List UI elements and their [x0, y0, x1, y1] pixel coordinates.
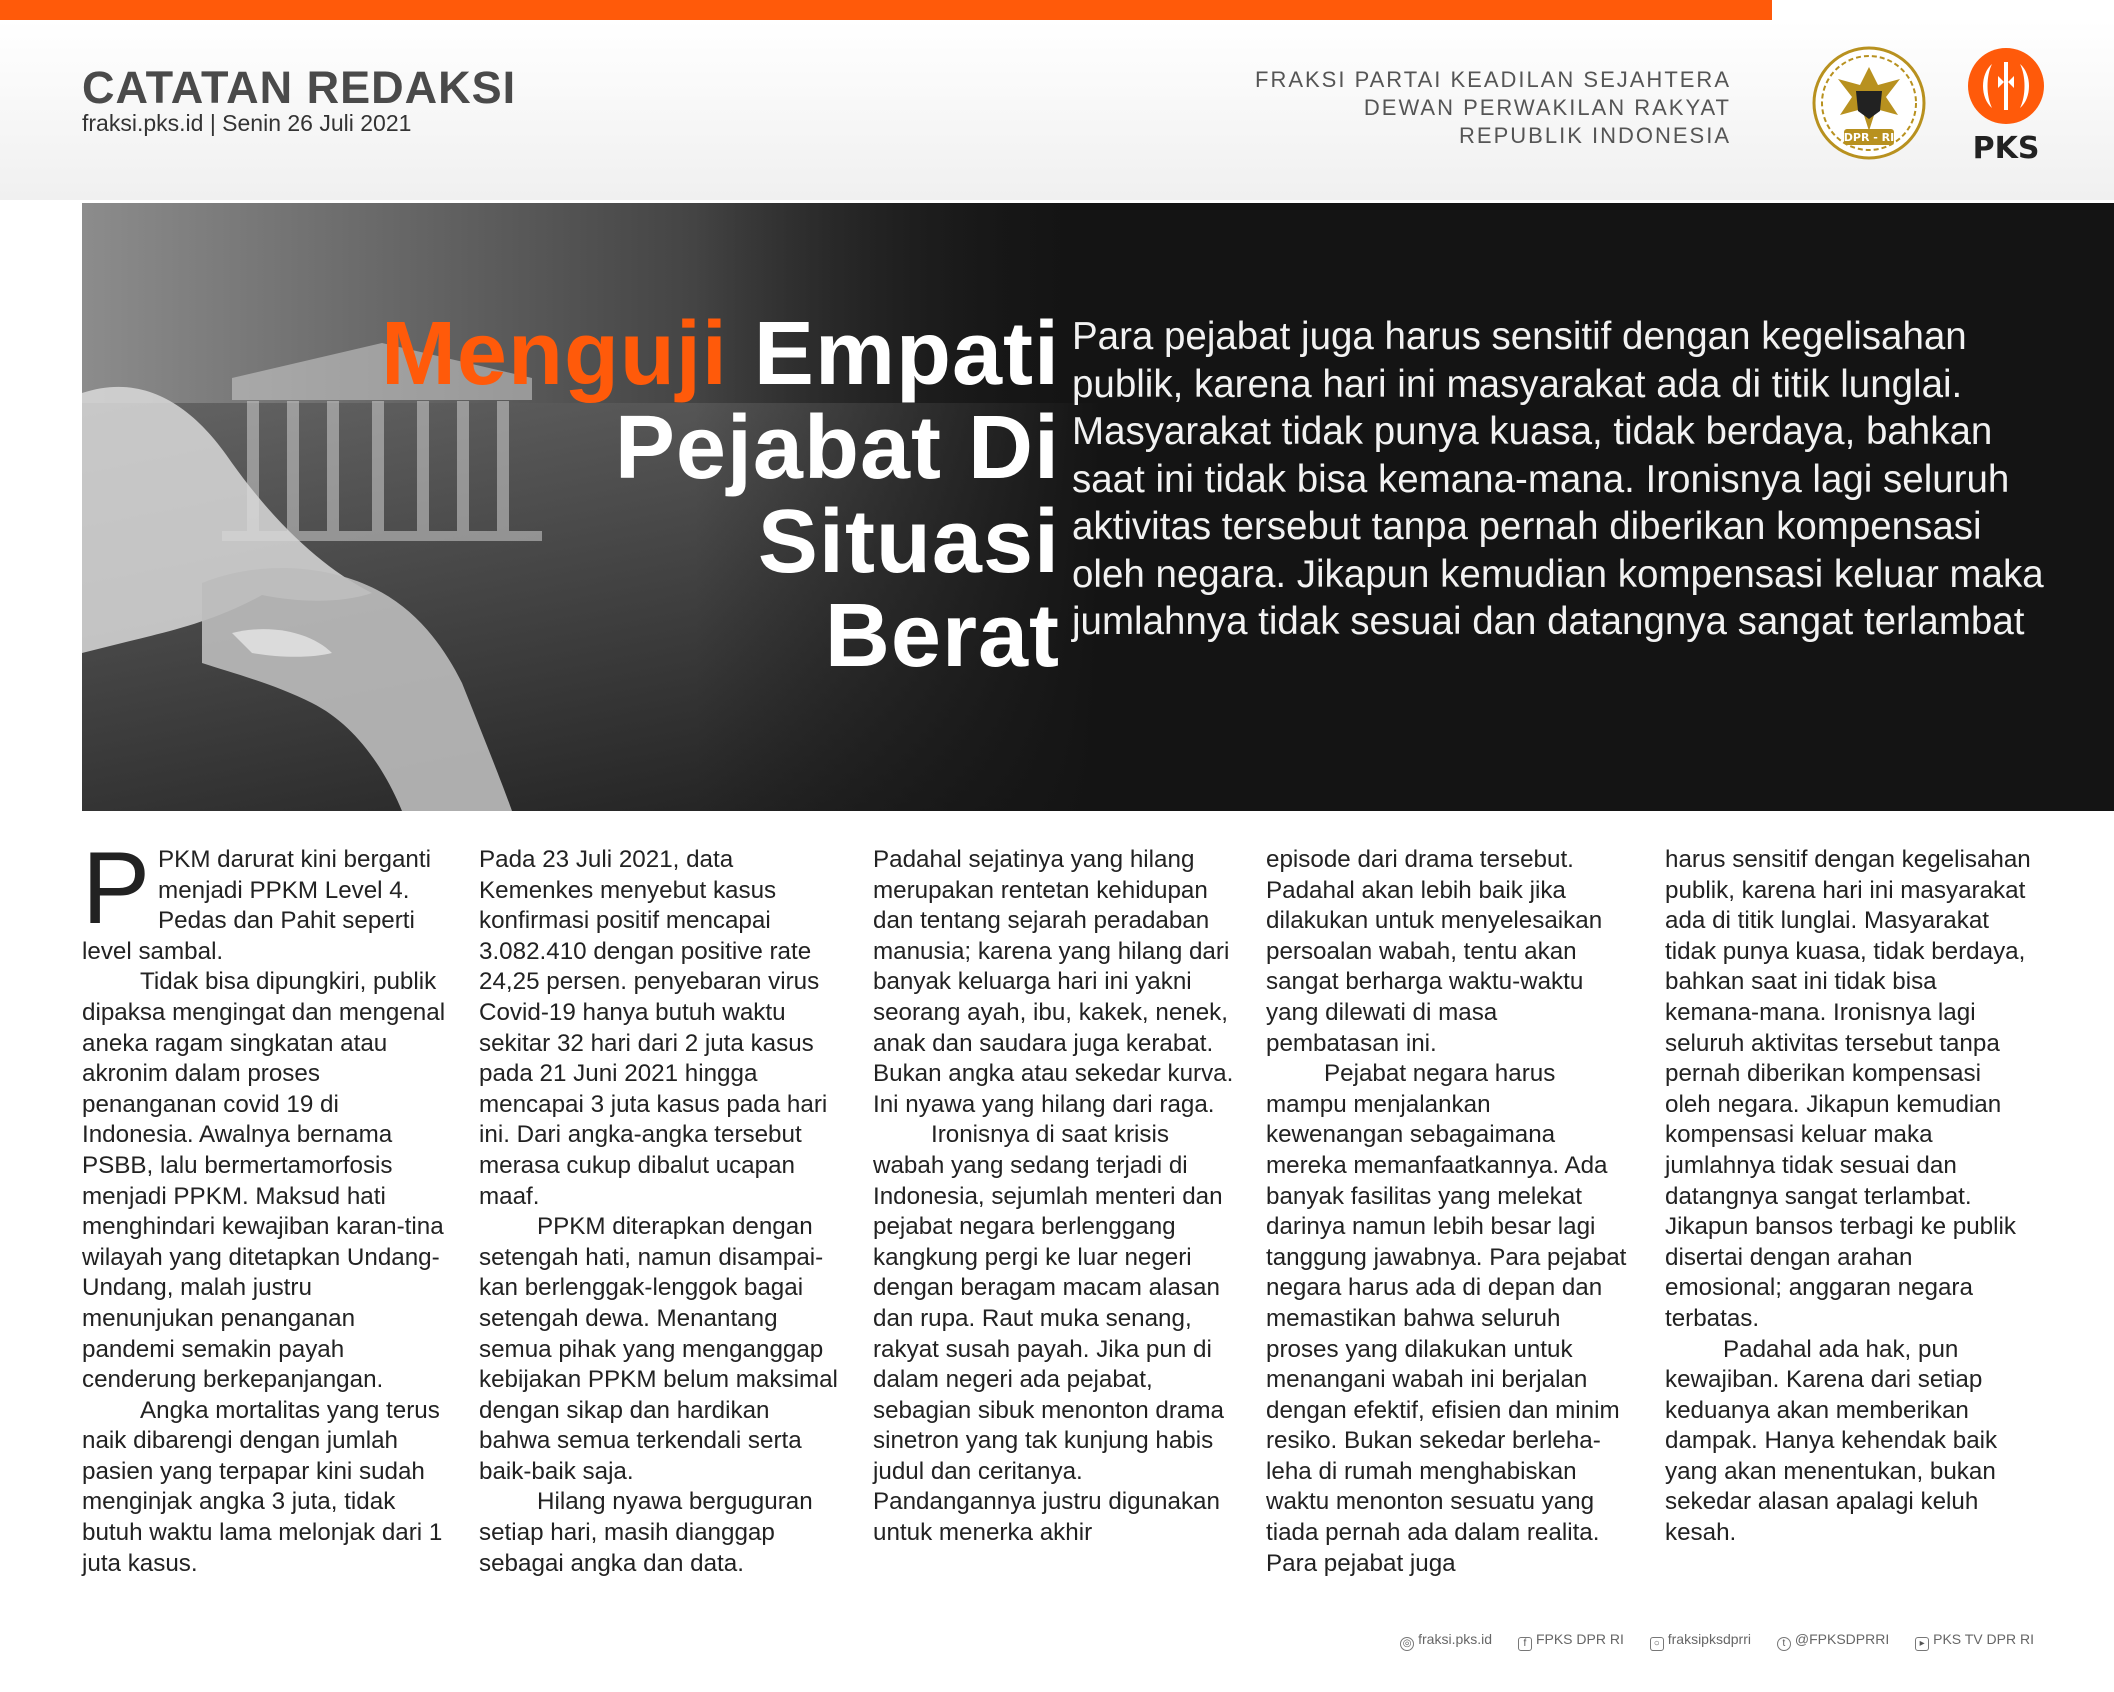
paragraph: Pada 23 Juli 2021, data Kemenkes menyebut kasus konfirmasi positif mencapai 3.082.410 dengan positive rate 24,25 persen. penyebaran virus Covid-19 hanya butuh waktu sekitar 32 hari dari 2 juta kasus pada 21 Juni 2021 hingga mencapai 3 juta kasus pada hari ini. Dari angka-angka tersebut merasa cukup dibalut ucapan maaf. — [479, 846, 828, 1210]
footer-facebook[interactable] — [1518, 1631, 1624, 1651]
page-title: CATATAN REDAKSI — [82, 62, 517, 113]
paragraph: Tidak bisa dipungkiri, publik dipaksa mengingat dan mengenal aneka ragam singkatan atau akronim dalam proses penanganan covid 19 di Indonesia. Awalnya bernama PSBB, lalu bermertamorfosis menjadi PPKM. Maksud hati menghindari kewajiban karan-tina wilayah yang ditetapkan Undang-Undang, malah justru menunjukan penanganan pandemi semakin payah cenderung berkepanjangan. — [82, 968, 446, 1394]
twitter-icon: t — [1777, 1637, 1791, 1651]
headline-line-1 — [242, 304, 1060, 404]
top-accent-bar — [0, 0, 1772, 20]
paragraph: Ironisnya di saat krisis wabah yang sedang terjadi di Indonesia, sejumlah menteri dan pejabat negara berlenggang kangkung pergi ke luar negeri dengan beragam macam alasan dan rupa. Raut muka senang, rakyat susah payah. Jika pun di dalam negeri ada pejabat, sebagian sibuk menonton drama sinetron yang tak kunjung habis judul dan ceritanya. Pandangannya justru digunakan untuk menerka akhir — [873, 1121, 1224, 1547]
paragraph: harus sensitif dengan kegelisahan publik, karena hari ini masyarakat ada di titik lunglai. Masyarakat tidak punya kuasa, tidak berdaya, bahkan saat ini tidak bisa kemana-mana. Ironisnya lagi seluruh aktivitas tersebut tanpa pernah diberikan kompensasi oleh negara. Jikapun kemudian kompensasi keluar maka jumlahnya tidak sesuai dan datangnya sangat terlambat. Jikapun bansos terbagi ke publik disertai dengan arahan emosional; anggaran negara terbatas. — [1665, 846, 2031, 1332]
footer-instagram-label: fraksipksdprri — [1667, 1631, 1751, 1647]
paragraph: episode dari drama tersebut. Padahal akan lebih baik jika dilakukan untuk menyelesaikan persoalan wabah, tentu akan sangat berharga waktu-waktu yang dilewati di masa pembatasan ini. — [1266, 846, 1603, 1057]
headline-accent-word: Menguji — [380, 304, 728, 404]
footer-facebook-label: FPKS DPR RI — [1535, 1631, 1624, 1647]
paragraph: PKM darurat kini berganti menjadi PPKM Level 4. Pedas dan Pahit seperti level sambal. — [82, 846, 431, 965]
headline-line-2: Pejabat Di — [614, 398, 1060, 498]
footer-website-label: fraksi.pks.id — [1418, 1631, 1493, 1647]
facebook-icon: f — [1518, 1637, 1532, 1651]
organization-name — [1255, 66, 1731, 150]
youtube-icon: ▸ — [1915, 1637, 1929, 1651]
org-line-2: DEWAN PERWAKILAN RAKYAT — [1363, 95, 1731, 120]
article-column-1 — [82, 831, 450, 1579]
hero-banner — [82, 203, 2114, 811]
instagram-icon: ○ — [1650, 1637, 1664, 1651]
paragraph: Hilang nyawa berguguran setiap hari, masih dianggap sebagai angka dan data. — [479, 1488, 813, 1577]
footer-youtube-label: PKS TV DPR RI — [1933, 1631, 2034, 1647]
social-footer — [1378, 1631, 2034, 1651]
headline-line-1-rest: Empati — [727, 304, 1060, 404]
article-column-2 — [479, 845, 847, 1579]
drop-cap: P — [82, 831, 151, 945]
pks-logo-label: PKS — [1972, 131, 2040, 166]
dpr-logo-label: DPR - RI — [1843, 131, 1895, 144]
footer-twitter[interactable] — [1777, 1631, 1889, 1651]
paragraph: Padahal sejatinya yang hilang merupakan rentetan kehidupan dan tentang sejarah peradaban manusia; karena yang hilang dari banyak keluarga hari ini yakni seorang ayah, ibu, kakek, nenek, anak dan saudara juga kerabat. Bukan angka atau sekedar kurva. Ini nyawa yang hilang dari raga. — [873, 846, 1234, 1118]
globe-icon: ◎ — [1400, 1637, 1414, 1651]
paragraph: PPKM diterapkan dengan setengah hati, namun disampai-kan berlenggak-lenggok bagai setengah dewa. Menantang semua pihak yang menganggap kebijakan PPKM belum maksimal dengan sikap dan hardikan bahwa semua terkendali serta baik-baik saja. — [479, 1213, 838, 1485]
article-column-4 — [1266, 845, 1634, 1579]
hero-pull-quote: Para pejabat juga harus sensitif dengan kegelisahan publik, karena hari ini masyarakat ada di titik lunglai. Masyarakat tidak punya kuasa, tidak berdaya, bahkan saat ini tidak bisa kemana-mana. Ironisnya lagi seluruh aktivitas tersebut tanpa pernah diberikan kompensasi oleh negara. Jikapun kemudian kompensasi keluar maka jumlahnya tidak sesuai dan datangnya sangat terlambat — [1072, 315, 2044, 643]
headline-line-3: Situasi — [757, 492, 1060, 592]
dpr-ri-emblem-icon — [1810, 45, 1928, 167]
org-line-1: FRAKSI PARTAI KEADILAN SEJAHTERA — [1255, 67, 1731, 92]
paragraph: Padahal ada hak, pun kewajiban. Karena dari setiap keduanya akan memberikan dampak. Hanya kehendak baik yang akan menentukan, bukan sekedar alasan apalagi keluh kesah. — [1665, 1335, 1998, 1547]
article-column-5 — [1665, 845, 2033, 1549]
paragraph: Angka mortalitas yang terus naik dibarengi dengan jumlah pasien yang terpapar kini sudah menginjak angka 3 juta, tidak butuh waktu lama melonjak dari 1 juta kasus. — [82, 1396, 443, 1577]
footer-twitter-label: @FPKSDPRRI — [1794, 1631, 1890, 1647]
paragraph: Pejabat negara harus mampu menjalankan kewenangan sebagaimana mereka memanfaatkannya. Ada banyak fasilitas yang melekat darinya namun lebih besar lagi tanggung jawabnya. Para pejabat negara harus ada di depan dan memastikan bahwa seluruh proses yang dilakukan untuk menangani wabah ini berjalan dengan efektif, efisien dan minim resiko. Bukan sekedar berleha-leha di rumah menghabiskan waktu menonton sesuatu yang tiada pernah ada dalam realita. Para pejabat juga — [1266, 1060, 1627, 1577]
footer-website[interactable] — [1400, 1631, 1492, 1651]
org-line-3: REPUBLIK INDONESIA — [1459, 123, 1731, 148]
footer-instagram[interactable] — [1650, 1631, 1751, 1651]
article-body — [82, 831, 2042, 1595]
article-column-3 — [873, 845, 1241, 1549]
headline-line-4: Berat — [824, 586, 1060, 686]
page-dateline: fraksi.pks.id | Senin 26 Juli 2021 — [82, 110, 412, 136]
hero-headline — [242, 304, 1060, 686]
footer-youtube[interactable] — [1915, 1631, 2034, 1651]
pks-logo-icon — [1958, 46, 2054, 166]
